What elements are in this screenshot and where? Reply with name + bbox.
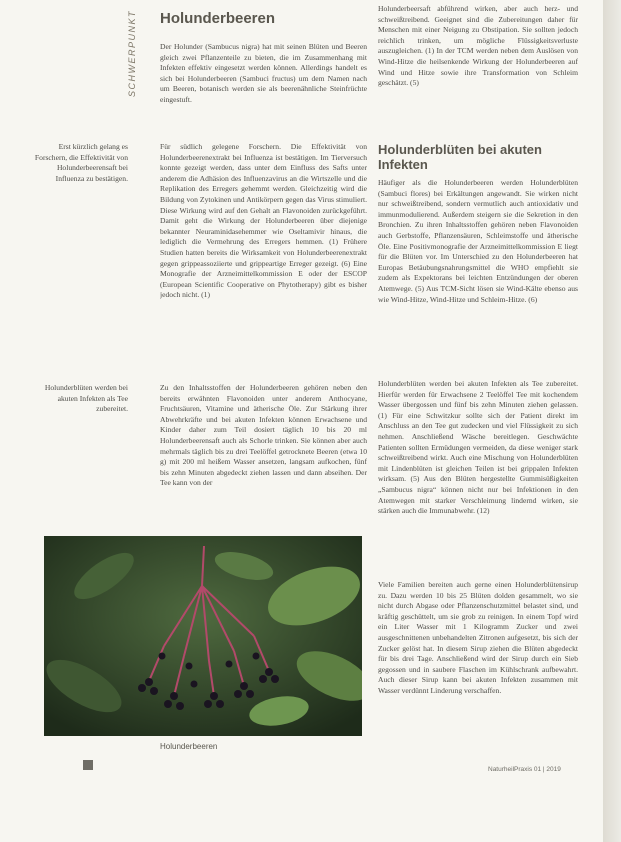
image-caption: Holunderbeeren	[160, 742, 218, 751]
elderberry-illustration	[44, 536, 362, 736]
column-2-syrup: Viele Familien bereiten auch gerne einen Holunderblütensirup zu. Dazu werden 10 bis 25 Blüten dolden gesammelt, wo sie nicht durch Abgase oder Pflanzenschutzmittel belastet sind, und kräftig geschüttelt, um sie grob zu reinigen. In einem Topf wird ein Liter Wasser mit 1 Kilogramm Zucker und zwei ausgeschnittenen unbehandelten Zitronen aufgesetzt, bis sich der Zucker gelöst hat. In diesem Sirup ziehen die Blüten abgedeckt für bis drei Tage. Anschließend wird der Sirup durch ein Sieb gegossen und in saubere Flaschen im Kühlschrank aufbewahrt. Auch dieser Sirup kann bei akuten Infekten zusammen mit Wasser verdünnt Linderung verschaffen.	[378, 580, 578, 695]
column-1-research: Für südlich gelegene Forschern. Die Effektivität von Holunderbeerenextrakt bei Influenza ist bestätigen. Im Tierversuch konnte gezeigt werden, dass unter dem Einfluss des Safts unter anderem die Adhäsion des Influenzavirus an die Wirtszelle und die Replikation des Erregers gehemmt werden. Gleichzeitig wird die Bildung von Zytokinen und Antikörpern gegen das Virus stimuliert. Diese Wirkung wird auf den Gehalt an Flavonoiden zurückgeführt. Damit geht die Wirkung der Holunderbeeren über diejenige bekannter Neuraminidasehemmer wie Oseltamivir hinaus, die lediglich die Vermehrung des Erregers hemmen. (1) Frühere Studien hatten bereits die Wirksamkeit von Holunderbeerenextrakt gegen grippeassoziierte und grippeartige Erreger gezeigt. (6) Eine Monografie der Arzneimittelkommission E oder der ESCOP (European Scientific Cooperative on Phytotherapy) gibt es bisher jedoch nicht. (1)	[160, 142, 367, 300]
column-1-ingredients: Zu den Inhaltsstoffen der Holunderbeeren gehören neben den bereits erwähnten Flavonoiden unter anderem Anthocyane, Fruchtsäuren, Vitamine und ätherische Öle. Zur Stärkung ihrer Abwehrkräfte und bei akuten Infekten können Erwachsene und Kinder daher zum Teil dosiert täglich 10 bis 20 ml Holunderbeerensaft auch als Schorle trinken. Sie können aber auch mehrmals täglich bis zu drei Teelöffel getrocknete Beeren (etwa 10 g) mit 200 ml heißem Wasser ansetzen, langsam aufkochen, fünf bis zehn Minuten abgedeckt ziehen lassen und dann abseihen. Der Tee kann von der	[160, 383, 367, 488]
article-title: Holunderbeeren	[160, 10, 276, 27]
page-corner-marker	[83, 760, 93, 770]
margin-note-research: Erst kürzlich gelang es Forschern, die Effektivität von Holunderbeerensaft bei Influenza zu bestätigen.	[34, 142, 128, 183]
footer-publication: NaturheilPraxis 01 | 2019	[488, 766, 561, 773]
column-1-intro: Der Holunder (Sambucus nigra) hat mit seinen Blüten und Beeren gleich zwei Pflanzenteile zu bieten, die im Zusammenhang mit Infekten effektiv eingesetzt werden können. Allerdings handelt es sich bei Holunderbeeren (Sambuci fructus) um dem Namen nach um Beeren, botanisch werden sie als beerenähnliche Steinfrüchte eingestuft.	[160, 42, 367, 104]
section-subtitle: Holunderblüten bei akuten Infekten	[378, 142, 542, 172]
column-2-continuation: Holunderbeersaft abführend wirken, aber auch herz- und schweißtreibend. Geeignet sind die Zubereitungen daher für Menschen mit einer Neigung zu Obstipation. Sie sollten jedoch reichlich trinken, um mögliche Flüssigkeitsverluste auszugleichen. (1) In der TCM werden neben dem Auslösen von Wind-Hitze die heilsenkende Wirkung der Holunderbeeren auf Wind und Hitze sowie ihre Transformation von Schleim geschätzt. (5)	[378, 4, 578, 88]
elderberry-photo	[44, 536, 362, 736]
margin-note-tea: Holunderblüten werden bei akuten Infekten als Tee zubereitet.	[44, 383, 128, 414]
section-label: SCHWERPUNKT	[127, 10, 137, 98]
page-edge-shadow	[603, 0, 621, 842]
column-2-elderflower: Häufiger als die Holunderbeeren werden Holunderblüten (Sambuci flores) bei Erkältungen angewandt. Sie wirken nicht nur schweißtreibend, sondern vermutlich auch antioxidativ und immunmodulierend. Außerdem steigern sie die Sekretion in den Bronchien. Zu ihren Inhaltsstoffen gehören neben Flavonoiden auch Gerbstoffe, Pflanzensäuren, Schleimstoffe und ätherische Öle. Eine Positivmonografie der Arzneimittelkommission E liegt für die Blüten vor. Im Unterschied zu den Holunderbeeren hat Europas Betäubungsnahrungsmittel die WHO empfiehlt sie zudem als Expektorans bei leichten Entzündungen der oberen Atemwege. (5) Aus TCM-Sicht lösen sie Wind-Kälte ebenso aus wie Wind-Hitze, Wind-Hitze und Schleim-Hitze. (6)	[378, 178, 578, 304]
column-2-tea: Holunderblüten werden bei akuten Infekten als Tee zubereitet. Hierfür werden für Erwachsene 2 Teelöffel Tee mit kochendem Wasser übergossen und fünf bis zehn Minuten ziehen gelassen. (1) Für eine Schwitzkur sollte sich der Patient direkt im Anschluss an den Tee gut zudecken und viel Flüssigkeit zu sich nehmen. Anschließend Wäsche bereitlegen. Geschwächte Patienten sollten Ermüdungen vermeiden, da diese weniger stark schweißtreibend wirkt. Auch eine Mischung von Holunderblüten mit Lindenblüten ist gleichen Teilen ist bei grippalen Infekten wirksam. (5) Aus den Blüten hergestellte Gummisüßigkeiten „Sambucus nigra“ können nicht nur bei Infektionen in den Atemwegen mit starker Verschleimung lindernd wirken, sie stärken auch die Immunabwehr. (12)	[378, 379, 578, 516]
